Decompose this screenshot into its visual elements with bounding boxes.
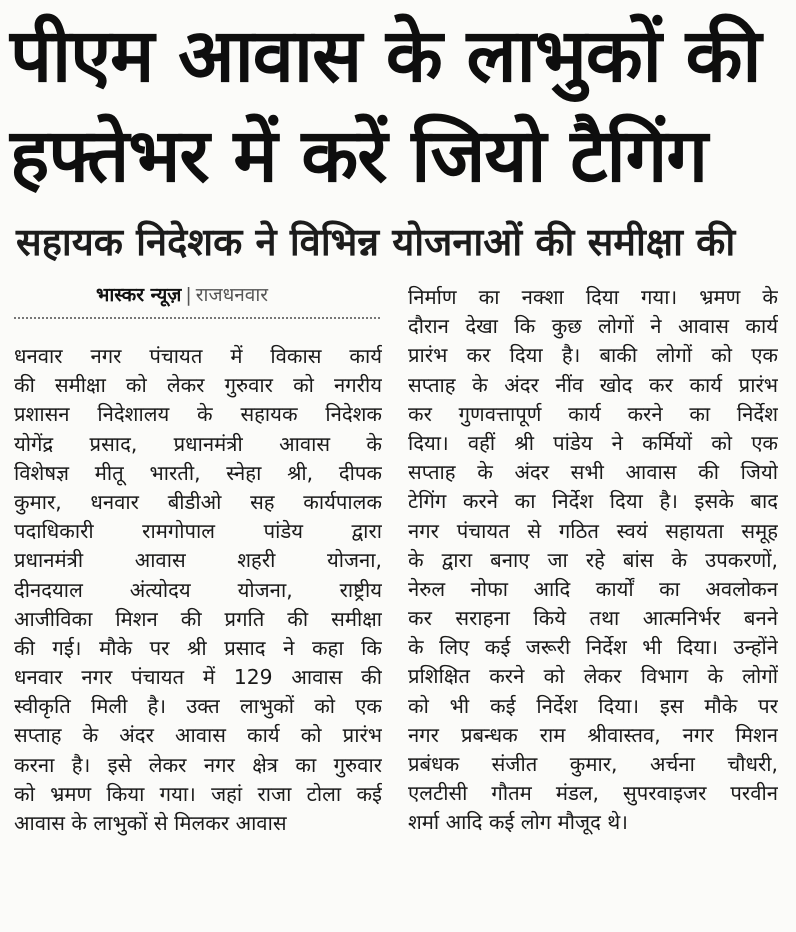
headline-line-2: हफ्तेभर में करें जियो टैगिंग xyxy=(10,113,707,199)
article-line: टेगिंग करने का निर्देश दिया है। इसके बाद xyxy=(408,489,778,514)
byline xyxy=(96,278,268,312)
article-line: नेरुल नोफा आदि कार्यों का अवलोकन xyxy=(408,576,778,601)
article-column-left xyxy=(14,342,382,838)
article-line: स्वीकृति मिली है। उक्त लाभुकों को एक xyxy=(14,694,382,719)
article-line: प्रशासन निदेशालय के सहायक निदेशक xyxy=(14,402,382,427)
article-line: के द्वारा बनाए जा रहे बांस के उपकरणों, xyxy=(408,547,778,572)
article-line: आवास के लाभुकों से मिलकर आवास xyxy=(14,811,287,835)
article-line: सप्ताह के अंदर सभी आवास की जियो xyxy=(408,460,778,485)
article-line: प्रबंधक संजीत कुमार, अर्चना चौधरी, xyxy=(408,752,778,776)
article-line: प्रशिक्षित करने को लेकर विभाग के लोगों xyxy=(408,664,778,689)
article-line: को भी कई निर्देश दिया। इस मौके पर xyxy=(408,693,778,718)
article-line: दिया। वहीं श्री पांडेय ने कर्मियों को एक xyxy=(408,430,778,455)
article-line: प्रधानमंत्री आवास शहरी योजना, xyxy=(14,548,382,573)
dotted-divider xyxy=(14,317,380,319)
article-line: प्रारंभ कर दिया है। बाकी लोगों को एक xyxy=(408,343,778,368)
article-line: की गई। मौके पर श्री प्रसाद ने कहा कि xyxy=(14,635,382,660)
article-line: आजीविका मिशन की प्रगति की समीक्षा xyxy=(14,606,382,631)
byline-place: राजधनवार xyxy=(195,284,269,306)
article-line: शर्मा आदि कई लोग मौजूद थे। xyxy=(408,810,628,835)
article-column-right xyxy=(408,283,778,838)
article-line: एलटीसी गौतम मंडल, सुपरवाइजर परवीन xyxy=(408,781,778,806)
article-line: निर्माण का नक्शा दिया गया। भ्रमण के xyxy=(408,285,778,309)
article-line: दीनदयाल अंत्योदय योजना, राष्ट्रीय xyxy=(14,577,382,602)
article-line: दौरान देखा कि कुछ लोगों ने आवास कार्य xyxy=(408,314,778,339)
article-line: के लिए कई जरूरी निर्देश भी दिया। उन्होंने xyxy=(408,635,778,660)
article-line: धनवार नगर पंचायत में 129 आवास की xyxy=(14,665,382,690)
byline-separator: | xyxy=(185,284,192,306)
article-line: कुमार, धनवार बीडीओ सह कार्यपालक xyxy=(14,489,382,514)
article-line: योगेंद्र प्रसाद, प्रधानमंत्री आवास के xyxy=(14,431,382,456)
article-line: सप्ताह के अंदर नींव खोद कर कार्य प्रारंभ xyxy=(408,372,778,397)
subheadline: सहायक निदेशक ने विभिन्न योजनाओं की समीक्षा की xyxy=(16,220,736,264)
article-line: की समीक्षा को लेकर गुरुवार को नगरीय xyxy=(14,373,382,398)
article-line: धनवार नगर पंचायत में विकास कार्य xyxy=(14,344,382,368)
article-line: नगर पंचायत से गठित स्वयं सहायता समूह xyxy=(408,518,778,543)
article-line: सप्ताह के अंदर आवास कार्य को प्रारंभ xyxy=(14,723,382,748)
article-line: करना है। इसे लेकर नगर क्षेत्र का गुरुवार xyxy=(14,752,382,777)
article-line: कर सराहना किये तथा आत्मनिर्भर बनने xyxy=(408,606,778,631)
article-line: पदाधिकारी रामगोपाल पांडेय द्वारा xyxy=(14,519,382,544)
article-line: नगर प्रबन्धक राम श्रीवास्तव, नगर मिशन xyxy=(408,722,778,747)
byline-agency: भास्कर न्यूज़ xyxy=(96,284,182,306)
article-line: कर गुणवत्तापूर्ण कार्य करने का निर्देश xyxy=(408,401,778,426)
article-line: को भ्रमण किया गया। जहां राजा टोला कई xyxy=(14,781,382,806)
article-line: विशेषज्ञ मीतू भारती, स्नेहा श्री, दीपक xyxy=(14,460,382,485)
headline-line-1: पीएम आवास के लाभुकों की xyxy=(10,13,761,99)
